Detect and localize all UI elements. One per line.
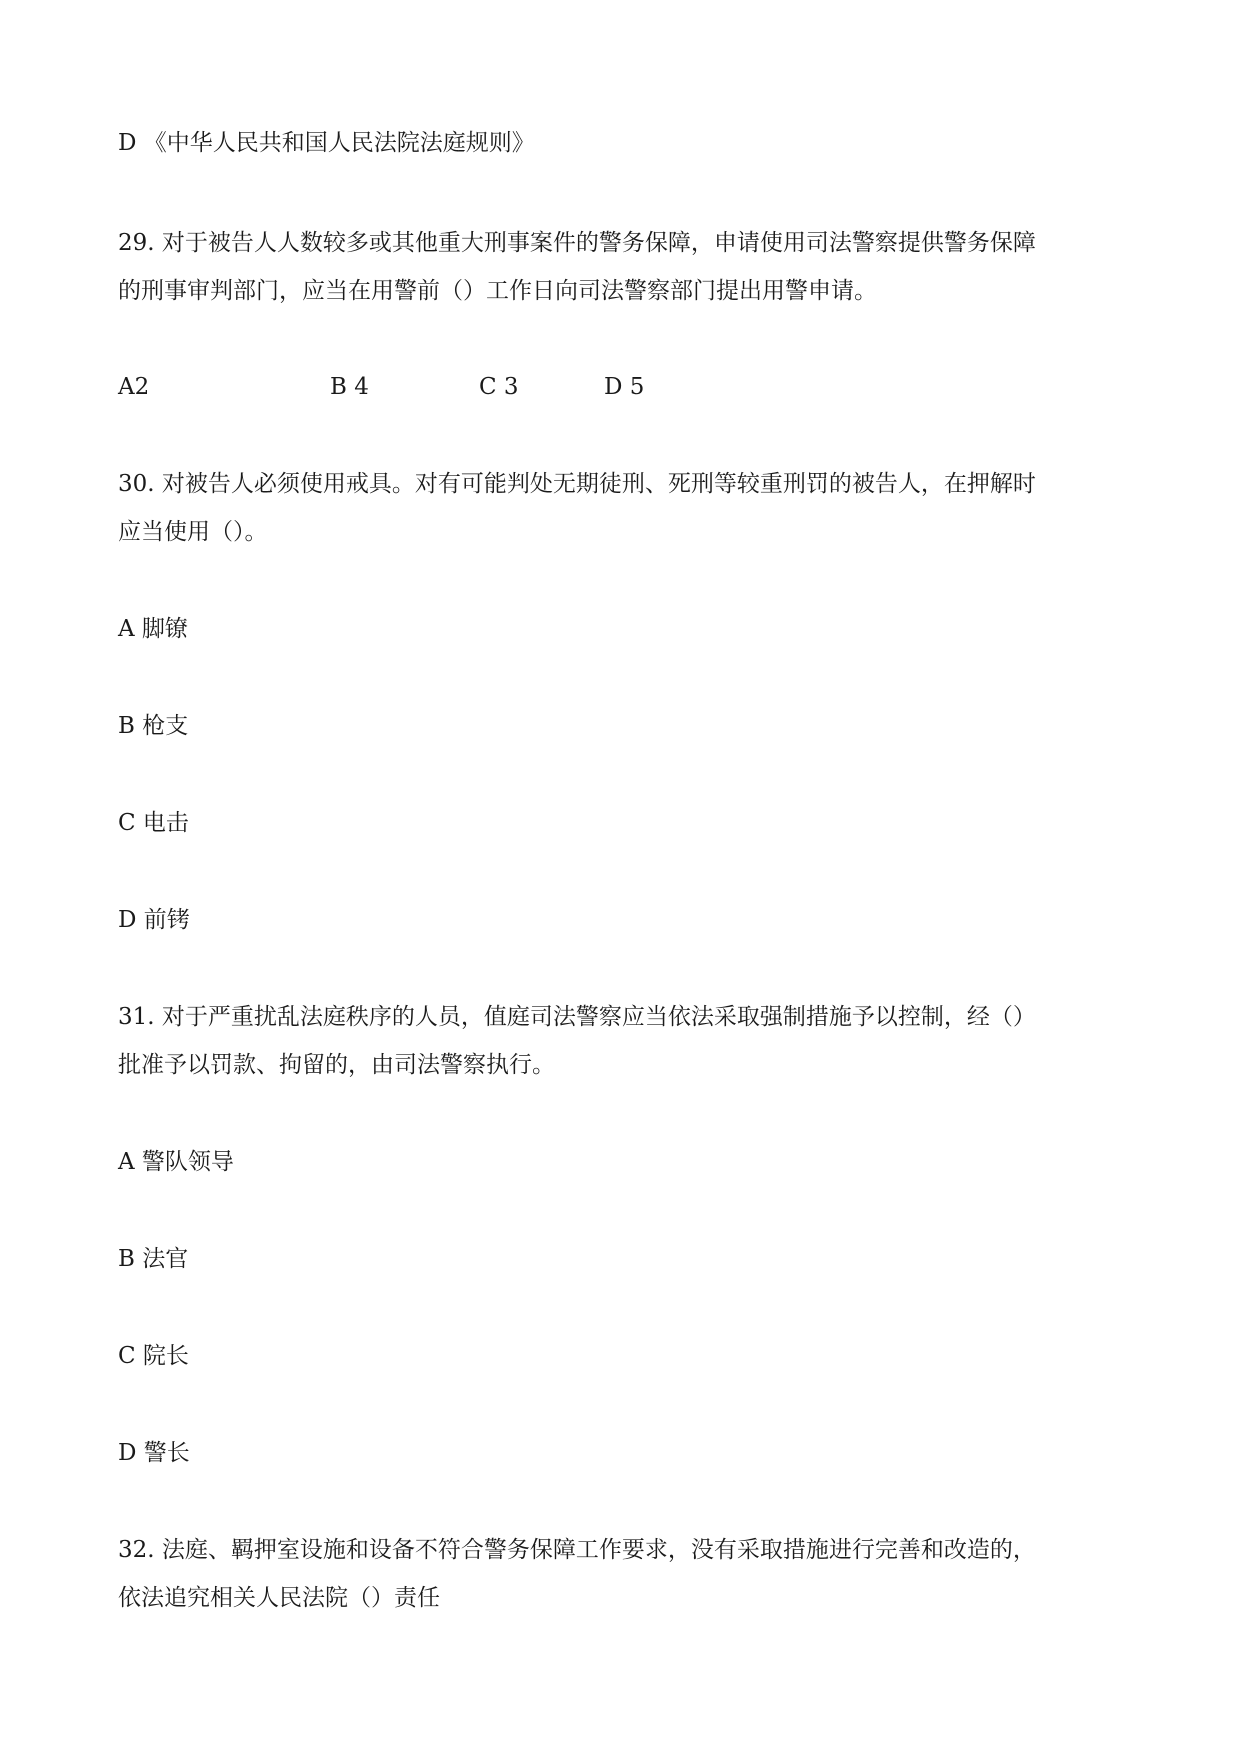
q31-option-c: C 院长: [118, 1343, 189, 1369]
q31-option-a: A 警队领导: [118, 1149, 234, 1175]
q32-text-line2: 依法追究相关人民法院（）责任: [118, 1585, 440, 1611]
q31-text-line2: 批准予以罚款、拘留的，由司法警察执行。: [118, 1052, 555, 1078]
q29-text-line2: 的刑事审判部门，应当在用警前（）工作日向司法警察部门提出用警申请。: [118, 278, 877, 304]
q31-option-d: D 警长: [118, 1440, 190, 1466]
q30-text-line2: 应当使用（）。: [118, 519, 268, 545]
q30-option-c: C 电击: [118, 810, 189, 836]
q29-option-b: B 4: [330, 374, 369, 400]
q29-option-d: D 5: [604, 374, 645, 400]
q32-text-line1: 32. 法庭、羁押室设施和设备不符合警务保障工作要求，没有采取措施进行完善和改造的，: [118, 1537, 1036, 1563]
q31-option-b: B 法官: [118, 1246, 189, 1272]
q30-option-a: A 脚镣: [118, 616, 188, 642]
q30-option-d: D 前铐: [118, 907, 190, 933]
q29-option-c: C 3: [479, 374, 519, 400]
q30-option-b: B 枪支: [118, 713, 189, 739]
q28-option-d: D 《中华人民共和国人民法院法庭规则》: [118, 130, 535, 156]
q29-option-a: A2: [118, 374, 150, 400]
q30-text-line1: 30. 对被告人必须使用戒具。对有可能判处无期徒刑、死刑等较重刑罚的被告人，在押解时: [118, 471, 1036, 497]
q29-text-line1: 29. 对于被告人人数较多或其他重大刑事案件的警务保障，申请使用司法警察提供警务保障: [118, 230, 1036, 256]
q31-text-line1: 31. 对于严重扰乱法庭秩序的人员，值庭司法警察应当依法采取强制措施予以控制，经（）: [118, 1004, 1036, 1030]
